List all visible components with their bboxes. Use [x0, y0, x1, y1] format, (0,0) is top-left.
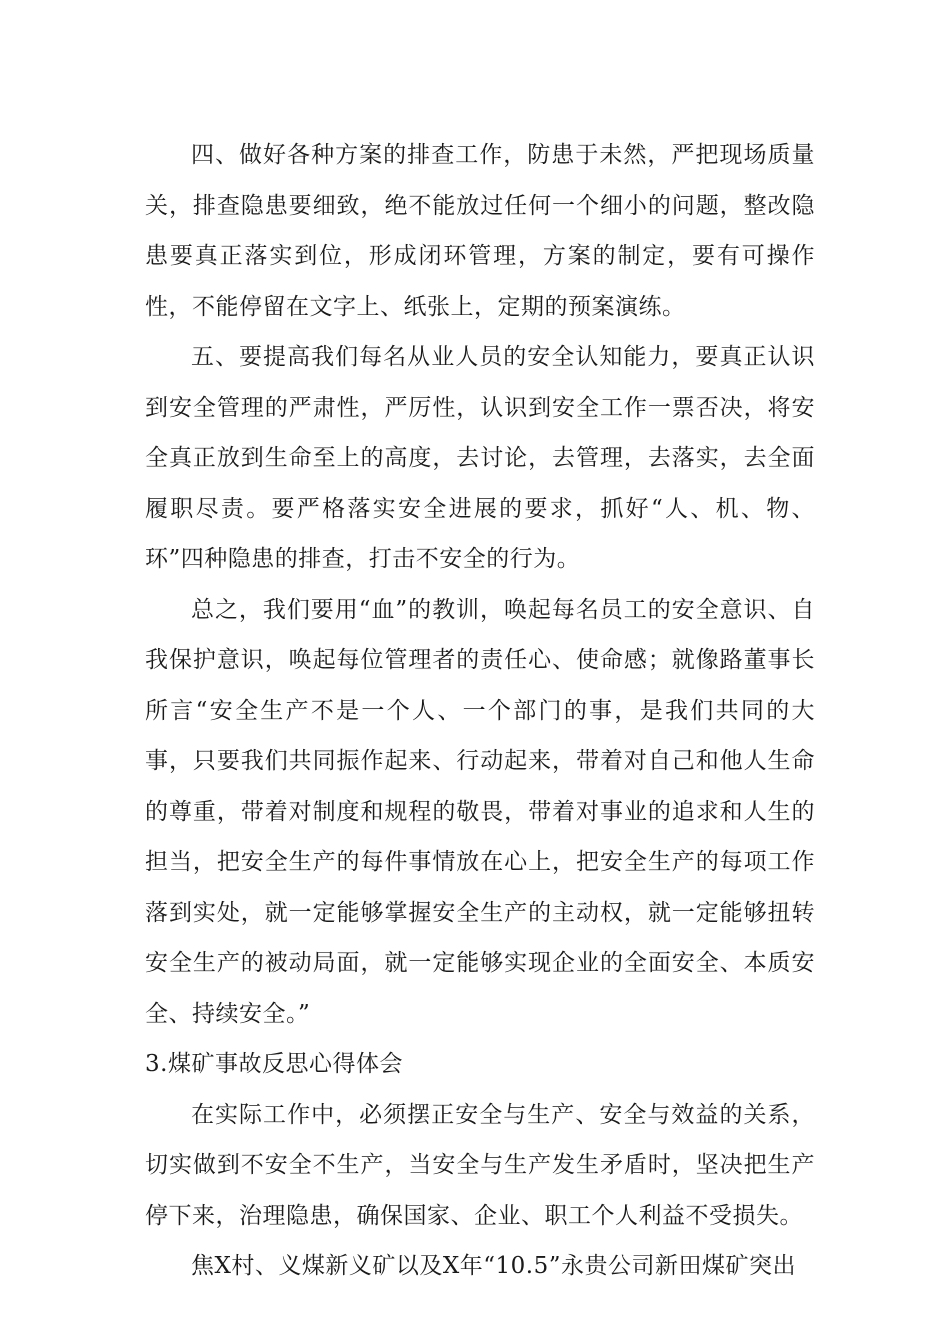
paragraph-conclusion: 总之，我们要用“血”的教训，唤起每名员工的安全意识、自我保护意识，唤起每位管理者的责任心、使命感；就像路董事长所言“安全生产不是一个人、一个部门的事，是我们共同的大事，只要我们共同振作起来、行动起来，带着对自己和他人生命的尊重，带着对制度和规程的敬畏，带着对事业的追求和人生的担当，把安全生产的每件事情放在心上，把安全生产的每项工作落到实处，就一定能够掌握安全生产的主动权，就一定能够扭转安全生产的被动局面，就一定能够实现企业的全面安全、本质安全、持续安全。”	[145, 596, 815, 1027]
paragraph-point-four: 四、做好各种方案的排查工作，防患于未然，严把现场质量关，排查隐患要细致，绝不能放过任何一个细小的问题，整改隐患要真正落实到位，形成闭环管理，方案的制定，要有可操作性，不能停留在文字上、纸张上，定期的预案演练。	[145, 142, 815, 320]
paragraph-practice: 在实际工作中，必须摆正安全与生产、安全与效益的关系，切实做到不安全不生产，当安全与生产发生矛盾时，坚决把生产停下来，治理隐患，确保国家、企业、职工个人利益不受损失。	[145, 1101, 815, 1229]
paragraph-point-five: 五、要提高我们每名从业人员的安全认知能力，要真正认识到安全管理的严肃性，严厉性，认识到安全工作一票否决，将安全真正放到生命至上的高度，去讨论，去管理，去落实，去全面履职尽责。要严格落实安全进展的要求，抓好“人、机、物、环”四种隐患的排查，打击不安全的行为。	[145, 344, 815, 572]
paragraph-incidents: 焦X村、义煤新义矿以及X年“10.5”永贵公司新田煤矿突出	[191, 1253, 796, 1279]
section-heading: 3.煤矿事故反思心得体会	[145, 1051, 403, 1077]
document-body	[145, 130, 815, 1292]
